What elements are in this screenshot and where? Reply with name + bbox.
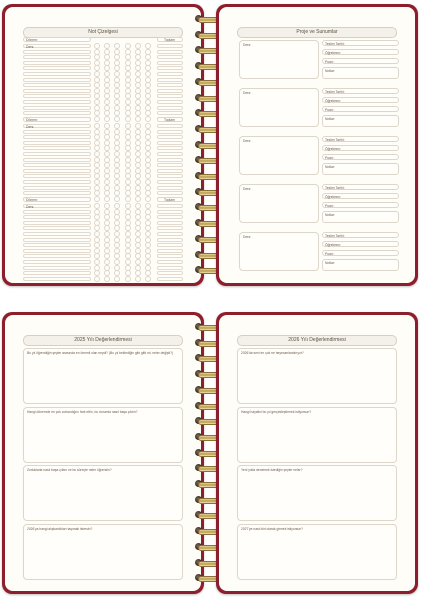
notes-field-label: Notlar: xyxy=(325,260,335,265)
subject-row[interactable] xyxy=(23,266,91,270)
reflection-answer-box[interactable] xyxy=(237,407,397,463)
total-cell[interactable] xyxy=(157,89,183,93)
subject-row[interactable] xyxy=(23,100,91,104)
grade-circle[interactable] xyxy=(94,196,100,202)
subject-row[interactable] xyxy=(23,243,91,247)
grade-circle[interactable] xyxy=(104,116,110,122)
due-date-field-label: Teslim Tarihi: xyxy=(325,233,345,238)
total-cell[interactable] xyxy=(157,94,183,98)
subject-row[interactable] xyxy=(23,124,91,128)
grade-circle[interactable] xyxy=(114,276,120,282)
score-field[interactable] xyxy=(322,58,399,64)
total-cell[interactable] xyxy=(157,61,183,65)
due-date-field[interactable] xyxy=(322,40,399,46)
subject-row[interactable] xyxy=(23,277,91,281)
total-label: Toplam xyxy=(164,198,175,202)
total-cell[interactable] xyxy=(157,215,183,219)
page-paper xyxy=(5,315,201,591)
total-cell[interactable] xyxy=(157,44,183,48)
page-title: Proje ve Sunumlar xyxy=(237,27,397,38)
notes-field[interactable] xyxy=(322,211,399,223)
total-cell[interactable] xyxy=(157,141,183,145)
total-cell[interactable] xyxy=(157,106,183,110)
total-cell[interactable] xyxy=(157,186,183,190)
total-cell[interactable] xyxy=(157,191,183,195)
score-field[interactable] xyxy=(322,154,399,160)
notes-field-label: Notlar: xyxy=(325,212,335,217)
project-subject-box[interactable] xyxy=(239,232,319,271)
subject-row[interactable] xyxy=(23,215,91,219)
total-cell[interactable] xyxy=(157,260,183,264)
subject-row[interactable] xyxy=(23,180,91,184)
total-cell[interactable] xyxy=(157,135,183,139)
total-header xyxy=(157,117,183,122)
teacher-field-label: Öğretmen: xyxy=(325,50,342,55)
page-paper xyxy=(5,7,201,283)
grade-circle[interactable] xyxy=(135,196,141,202)
due-date-field[interactable] xyxy=(322,136,399,142)
review-2026-page xyxy=(216,312,418,594)
due-date-field[interactable] xyxy=(322,232,399,238)
subject-row[interactable] xyxy=(23,111,91,115)
subject-row[interactable] xyxy=(23,221,91,225)
total-cell[interactable] xyxy=(157,204,183,208)
total-cell[interactable] xyxy=(157,158,183,162)
total-cell[interactable] xyxy=(157,78,183,82)
notes-field[interactable] xyxy=(322,163,399,175)
subject-label: Ders: xyxy=(243,139,252,143)
score-field-label: Puan: xyxy=(325,107,334,112)
teacher-field[interactable] xyxy=(322,97,399,103)
grade-circle[interactable] xyxy=(125,276,131,282)
subject-row[interactable] xyxy=(23,66,91,70)
subject-label: Ders: xyxy=(26,44,35,49)
grade-circle[interactable] xyxy=(135,276,141,282)
total-cell[interactable] xyxy=(157,83,183,87)
project-subject-box[interactable] xyxy=(239,88,319,127)
total-cell[interactable] xyxy=(157,210,183,214)
score-field[interactable] xyxy=(322,250,399,256)
subject-row[interactable] xyxy=(23,186,91,190)
subject-row[interactable] xyxy=(23,254,91,258)
total-cell[interactable] xyxy=(157,100,183,104)
notes-field-label: Notlar: xyxy=(325,68,335,73)
score-field-label: Puan: xyxy=(325,59,334,64)
total-cell[interactable] xyxy=(157,66,183,70)
reflection-answer-box[interactable] xyxy=(23,524,183,580)
reflection-answer-box[interactable] xyxy=(237,348,397,404)
grade-circle[interactable] xyxy=(94,276,100,282)
total-cell[interactable] xyxy=(157,221,183,225)
reflection-question: Zorluklarla nasıl başa çıktın ve bu süreçte neler öğrendin? xyxy=(27,468,112,472)
subject-row[interactable] xyxy=(23,61,91,65)
term-label: Dönem: xyxy=(26,198,38,202)
subject-row[interactable] xyxy=(23,191,91,195)
notes-field[interactable] xyxy=(322,67,399,79)
reflection-answer-box[interactable] xyxy=(237,465,397,521)
total-cell[interactable] xyxy=(157,146,183,150)
subject-row[interactable] xyxy=(23,146,91,150)
subject-row[interactable] xyxy=(23,106,91,110)
subject-row[interactable] xyxy=(23,158,91,162)
total-cell[interactable] xyxy=(157,152,183,156)
subject-row[interactable] xyxy=(23,44,91,48)
teacher-field-label: Öğretmen: xyxy=(325,242,342,247)
page-title: 2026 Yılı Değerlendirmesi xyxy=(237,335,397,346)
subject-row[interactable] xyxy=(23,55,91,59)
grade-circle[interactable] xyxy=(94,116,100,122)
subject-label: Ders: xyxy=(26,204,35,209)
reflection-answer-box[interactable] xyxy=(23,465,183,521)
score-field[interactable] xyxy=(322,106,399,112)
subject-label: Ders: xyxy=(243,187,252,191)
term-field[interactable] xyxy=(23,197,91,202)
project-subject-box[interactable] xyxy=(239,184,319,223)
grade-circle[interactable] xyxy=(125,116,131,122)
page-paper xyxy=(219,7,415,283)
grade-circle[interactable] xyxy=(114,116,120,122)
subject-row[interactable] xyxy=(23,238,91,242)
page-title: 2025 Yılı Değerlendirmesi xyxy=(23,335,183,346)
score-field-label: Puan: xyxy=(325,155,334,160)
grade-circle[interactable] xyxy=(145,196,151,202)
project-subject-box[interactable] xyxy=(239,40,319,79)
total-cell[interactable] xyxy=(157,72,183,76)
total-cell[interactable] xyxy=(157,174,183,178)
subject-row[interactable] xyxy=(23,72,91,76)
total-cell[interactable] xyxy=(157,254,183,258)
term-label: Dönem: xyxy=(26,38,38,42)
teacher-field-label: Öğretmen: xyxy=(325,194,342,199)
page-paper xyxy=(219,315,415,591)
teacher-field[interactable] xyxy=(322,145,399,151)
total-cell[interactable] xyxy=(157,180,183,184)
subject-row[interactable] xyxy=(23,210,91,214)
subject-row[interactable] xyxy=(23,204,91,208)
subject-label: Ders: xyxy=(243,235,252,239)
grade-circle[interactable] xyxy=(114,196,120,202)
reflection-question: Hangi dönemde en çok zorlandığını fark ettin, bu durumla nasıl başa çıktın? xyxy=(27,409,138,414)
notes-field-label: Notlar: xyxy=(325,164,335,169)
subject-row[interactable] xyxy=(23,89,91,93)
subject-row[interactable] xyxy=(23,163,91,167)
reflection-question: Hangi hayalini bu yıl gerçekleştirmek istiyorsun? xyxy=(241,409,312,414)
total-cell[interactable] xyxy=(157,266,183,270)
subject-row[interactable] xyxy=(23,141,91,145)
subject-row[interactable] xyxy=(23,174,91,178)
total-header xyxy=(157,197,183,202)
term-field[interactable] xyxy=(23,117,91,122)
subject-row[interactable] xyxy=(23,260,91,264)
total-header xyxy=(157,37,183,42)
subject-label: Ders: xyxy=(243,43,252,47)
bottom-spread xyxy=(0,308,424,600)
total-cell[interactable] xyxy=(157,55,183,59)
subject-row[interactable] xyxy=(23,271,91,275)
teacher-field[interactable] xyxy=(322,49,399,55)
grade-circle[interactable] xyxy=(145,116,151,122)
reflection-question: Yeni yılda denemek istediğin şeyler neler? xyxy=(241,468,303,472)
subject-row[interactable] xyxy=(23,130,91,134)
score-field-label: Puan: xyxy=(325,203,334,208)
reflection-question: 2027'ye nasıl biri olarak girmek istiyorsun? xyxy=(241,526,304,531)
score-field[interactable] xyxy=(322,202,399,208)
total-cell[interactable] xyxy=(157,238,183,242)
total-cell[interactable] xyxy=(157,130,183,134)
subject-row[interactable] xyxy=(23,226,91,230)
subject-label: Ders: xyxy=(243,91,252,95)
top-spread xyxy=(0,0,424,292)
grade-circle[interactable] xyxy=(104,276,110,282)
total-label: Toplam xyxy=(164,38,175,42)
grade-chart-page xyxy=(2,4,204,286)
reflection-question: 2026'da seni en çok ne heyecanlandırıyor? xyxy=(241,351,304,355)
subject-row[interactable] xyxy=(23,152,91,156)
term-field[interactable] xyxy=(23,37,91,42)
notes-field[interactable] xyxy=(322,115,399,127)
subject-row[interactable] xyxy=(23,94,91,98)
due-date-field[interactable] xyxy=(322,184,399,190)
total-cell[interactable] xyxy=(157,50,183,54)
subject-row[interactable] xyxy=(23,135,91,139)
grade-circle[interactable] xyxy=(125,196,131,202)
due-date-field-label: Teslim Tarihi: xyxy=(325,89,345,94)
reflection-question: Bu yıl öğrendiğin şeyler arasında en önemli olan neydi? (Bu yıl beklediğin gibi gitti mi, neler değişti?) xyxy=(27,351,174,355)
teacher-field[interactable] xyxy=(322,241,399,247)
subject-row[interactable] xyxy=(23,50,91,54)
notes-field-label: Notlar: xyxy=(325,116,335,121)
subject-row[interactable] xyxy=(23,83,91,87)
projects-page xyxy=(216,4,418,286)
notes-field[interactable] xyxy=(322,259,399,271)
subject-row[interactable] xyxy=(23,249,91,253)
total-cell[interactable] xyxy=(157,249,183,253)
total-cell[interactable] xyxy=(157,169,183,173)
due-date-field-label: Teslim Tarihi: xyxy=(325,185,345,190)
teacher-field[interactable] xyxy=(322,193,399,199)
total-label: Toplam xyxy=(164,118,175,122)
reflection-answer-box[interactable] xyxy=(23,407,183,463)
total-cell[interactable] xyxy=(157,271,183,275)
due-date-field-label: Teslim Tarihi: xyxy=(325,41,345,46)
reflection-answer-box[interactable] xyxy=(237,524,397,580)
total-cell[interactable] xyxy=(157,232,183,236)
project-subject-box[interactable] xyxy=(239,136,319,175)
due-date-field[interactable] xyxy=(322,88,399,94)
subject-row[interactable] xyxy=(23,232,91,236)
subject-label: Ders: xyxy=(26,124,35,129)
grade-circle[interactable] xyxy=(145,276,151,282)
grade-circle[interactable] xyxy=(135,116,141,122)
total-cell[interactable] xyxy=(157,226,183,230)
page-title: Not Çizelgesi xyxy=(23,27,183,38)
teacher-field-label: Öğretmen: xyxy=(325,146,342,151)
total-cell[interactable] xyxy=(157,243,183,247)
reflection-answer-box[interactable] xyxy=(23,348,183,404)
term-label: Dönem: xyxy=(26,118,38,122)
grade-circle[interactable] xyxy=(104,196,110,202)
total-cell[interactable] xyxy=(157,277,183,281)
total-cell[interactable] xyxy=(157,124,183,128)
score-field-label: Puan: xyxy=(325,251,334,256)
due-date-field-label: Teslim Tarihi: xyxy=(325,137,345,142)
reflection-question: 2026'ya hangi alışkanlıkları taşımak istersin? xyxy=(27,526,93,531)
total-cell[interactable] xyxy=(157,111,183,115)
subject-row[interactable] xyxy=(23,169,91,173)
review-2025-page xyxy=(2,312,204,594)
teacher-field-label: Öğretmen: xyxy=(325,98,342,103)
total-cell[interactable] xyxy=(157,163,183,167)
subject-row[interactable] xyxy=(23,78,91,82)
